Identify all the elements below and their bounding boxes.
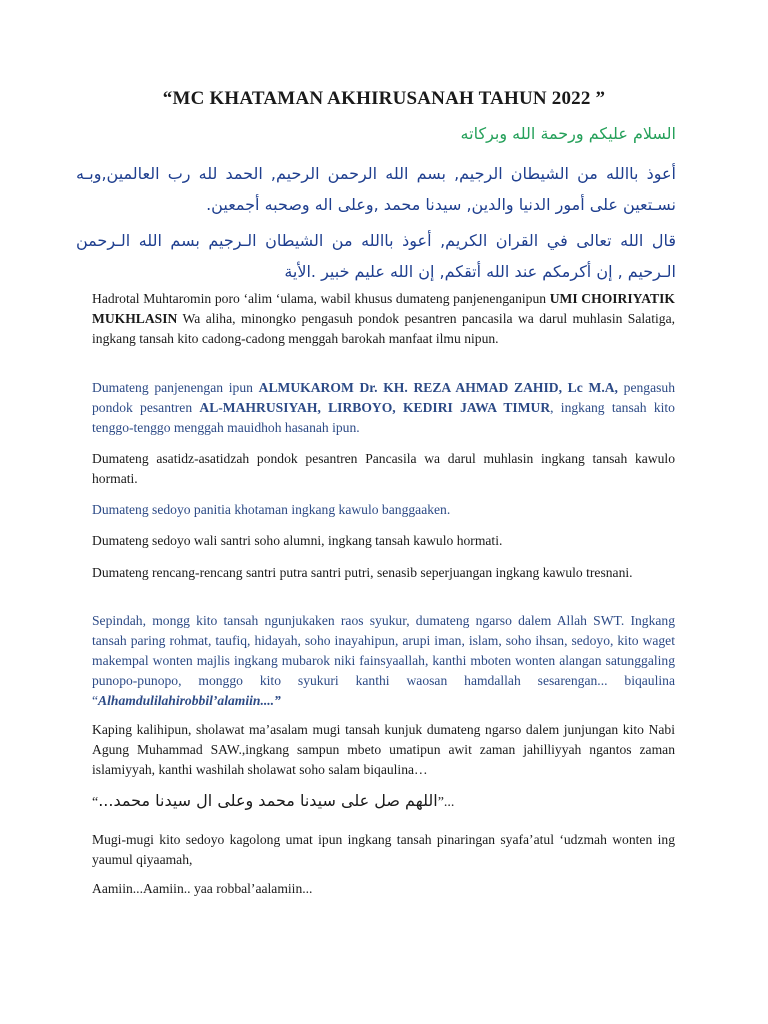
document-title: “MC KHATAMAN AKHIRUSANAH TAHUN 2022 ” <box>162 88 606 109</box>
p1-text-c: Wa aliha, minongko pengasuh pondok pesantren pancasila wa darul muhlasin Salatiga, ingkang tansah kito cadong-cadong menggah barokah manfaat ilmu nipun. <box>92 311 675 346</box>
paragraph-wali-santri: Dumateng sedoyo wali santri soho alumni, ingkang tansah kawulo hormati. <box>92 533 503 548</box>
sholawat-arabic: اللهم صل على سيدنا محمد وعلى ال سيدنا محمد... <box>98 791 438 810</box>
p1-text-a: Hadrotal Muhtaromin poro ‘alim ‘ulama, wabil khusus dumateng panjenenganipun <box>92 291 550 306</box>
paragraph-asatidz: Dumateng asatidz-asatidzah pondok pesantren Pancasila wa darul muhlasin ingkang tansah kawulo hormati. <box>92 451 675 486</box>
paragraph-greeting-kh <box>92 378 675 438</box>
paragraph-rencang-santri: Dumateng rencang-rencang santri putra santri putri, senasib seperjuangan ingkang kawulo tresnani. <box>92 565 633 580</box>
p2-text-a: Dumateng panjenengan ipun <box>92 380 259 395</box>
p2-pesantren-bold: AL-MAHRUSIYAH, LIRBOYO, KEDIRI JAWA TIMUR <box>199 400 551 415</box>
arabic-salam: السلام عليكم ورحمة الله وبركاته <box>460 124 676 143</box>
paragraph-greeting-umi <box>92 289 675 349</box>
sholawat-open-quote: “ <box>92 795 99 810</box>
p7-text-a: Sepindah, mongg kito tansah ngunjukaken raos syukur, dumateng ngarso dalem Allah SWT. Ingkang tansah paring rohmat, taufiq, hidayah, soho inayahipun, arupi iman, islam, soho ihsan, sedoyo, kito waget makempal wonten majlis ingkang mubarok niki fainsyaallah, kanthi mboten wonten alangan satunggaling punopo-punopo, monggo kito syukuri kanthi waosan hamdallah sesarengan... biqaulina “ <box>92 613 675 708</box>
arabic-quran-quote: قال الله تعالى في القران الكريم, أعوذ باالله من الشيطان الـرجيم بسم الله الـرحمن الـرحيم , إن أكرمكم عند الله أتقكم, إن الله عليم خبير .الأية <box>76 231 676 281</box>
paragraph-syukur <box>92 611 675 711</box>
p7-hamdalah-bold-italic: Alhamdulilahirobbil’alamiin....” <box>98 693 281 708</box>
paragraph-sholawat: Kaping kalihipun, sholawat ma’asalam mugi tansah kunjuk dumateng ngarso dalem junjungan kito Nabi Agung Muhammad SAW.,ingkang sampun mbeto umatipun awit zaman jahilliyyah ngantos zaman islamiyyah, kanthi washilah sholawat soho salam biqaulina… <box>92 722 675 777</box>
sholawat-close-quote: ”... <box>437 795 455 810</box>
paragraph-syafaat: Mugi-mugi kito sedoyo kagolong umat ipun ingkang tansah pinaringan syafa’atul ‘udzmah wonten ing yaumul qiyaamah, <box>92 832 675 867</box>
arabic-opening: أعوذ باالله من الشيطان الرجيم, بسم الله الرحمن الرحيم, الحمد لله رب العالمين,وبـه نسـتعين على أمور الدنيا والدين, سيدنا محمد ,وعلى اله وصحبه أجمعين. <box>76 164 676 214</box>
paragraph-panitia: Dumateng sedoyo panitia khotaman ingkang kawulo banggaaken. <box>92 502 451 517</box>
p1-name-bold: UMI CHOIRIYATIK MUKHLASIN <box>92 291 675 326</box>
paragraph-aamiin: Aamiin...Aamiin.. yaa robbal’aalamiin... <box>92 881 313 896</box>
p2-text-c: pengasuh pondok pesantren <box>92 380 675 415</box>
p2-text-e: , ingkang tansah kito tenggo-tenggo menggah mauidhoh hasanah ipun. <box>92 400 675 435</box>
p2-name-bold: ALMUKAROM Dr. KH. REZA AHMAD ZAHID, Lc M.A, <box>258 380 618 395</box>
arabic-sholawat-line <box>92 791 454 811</box>
